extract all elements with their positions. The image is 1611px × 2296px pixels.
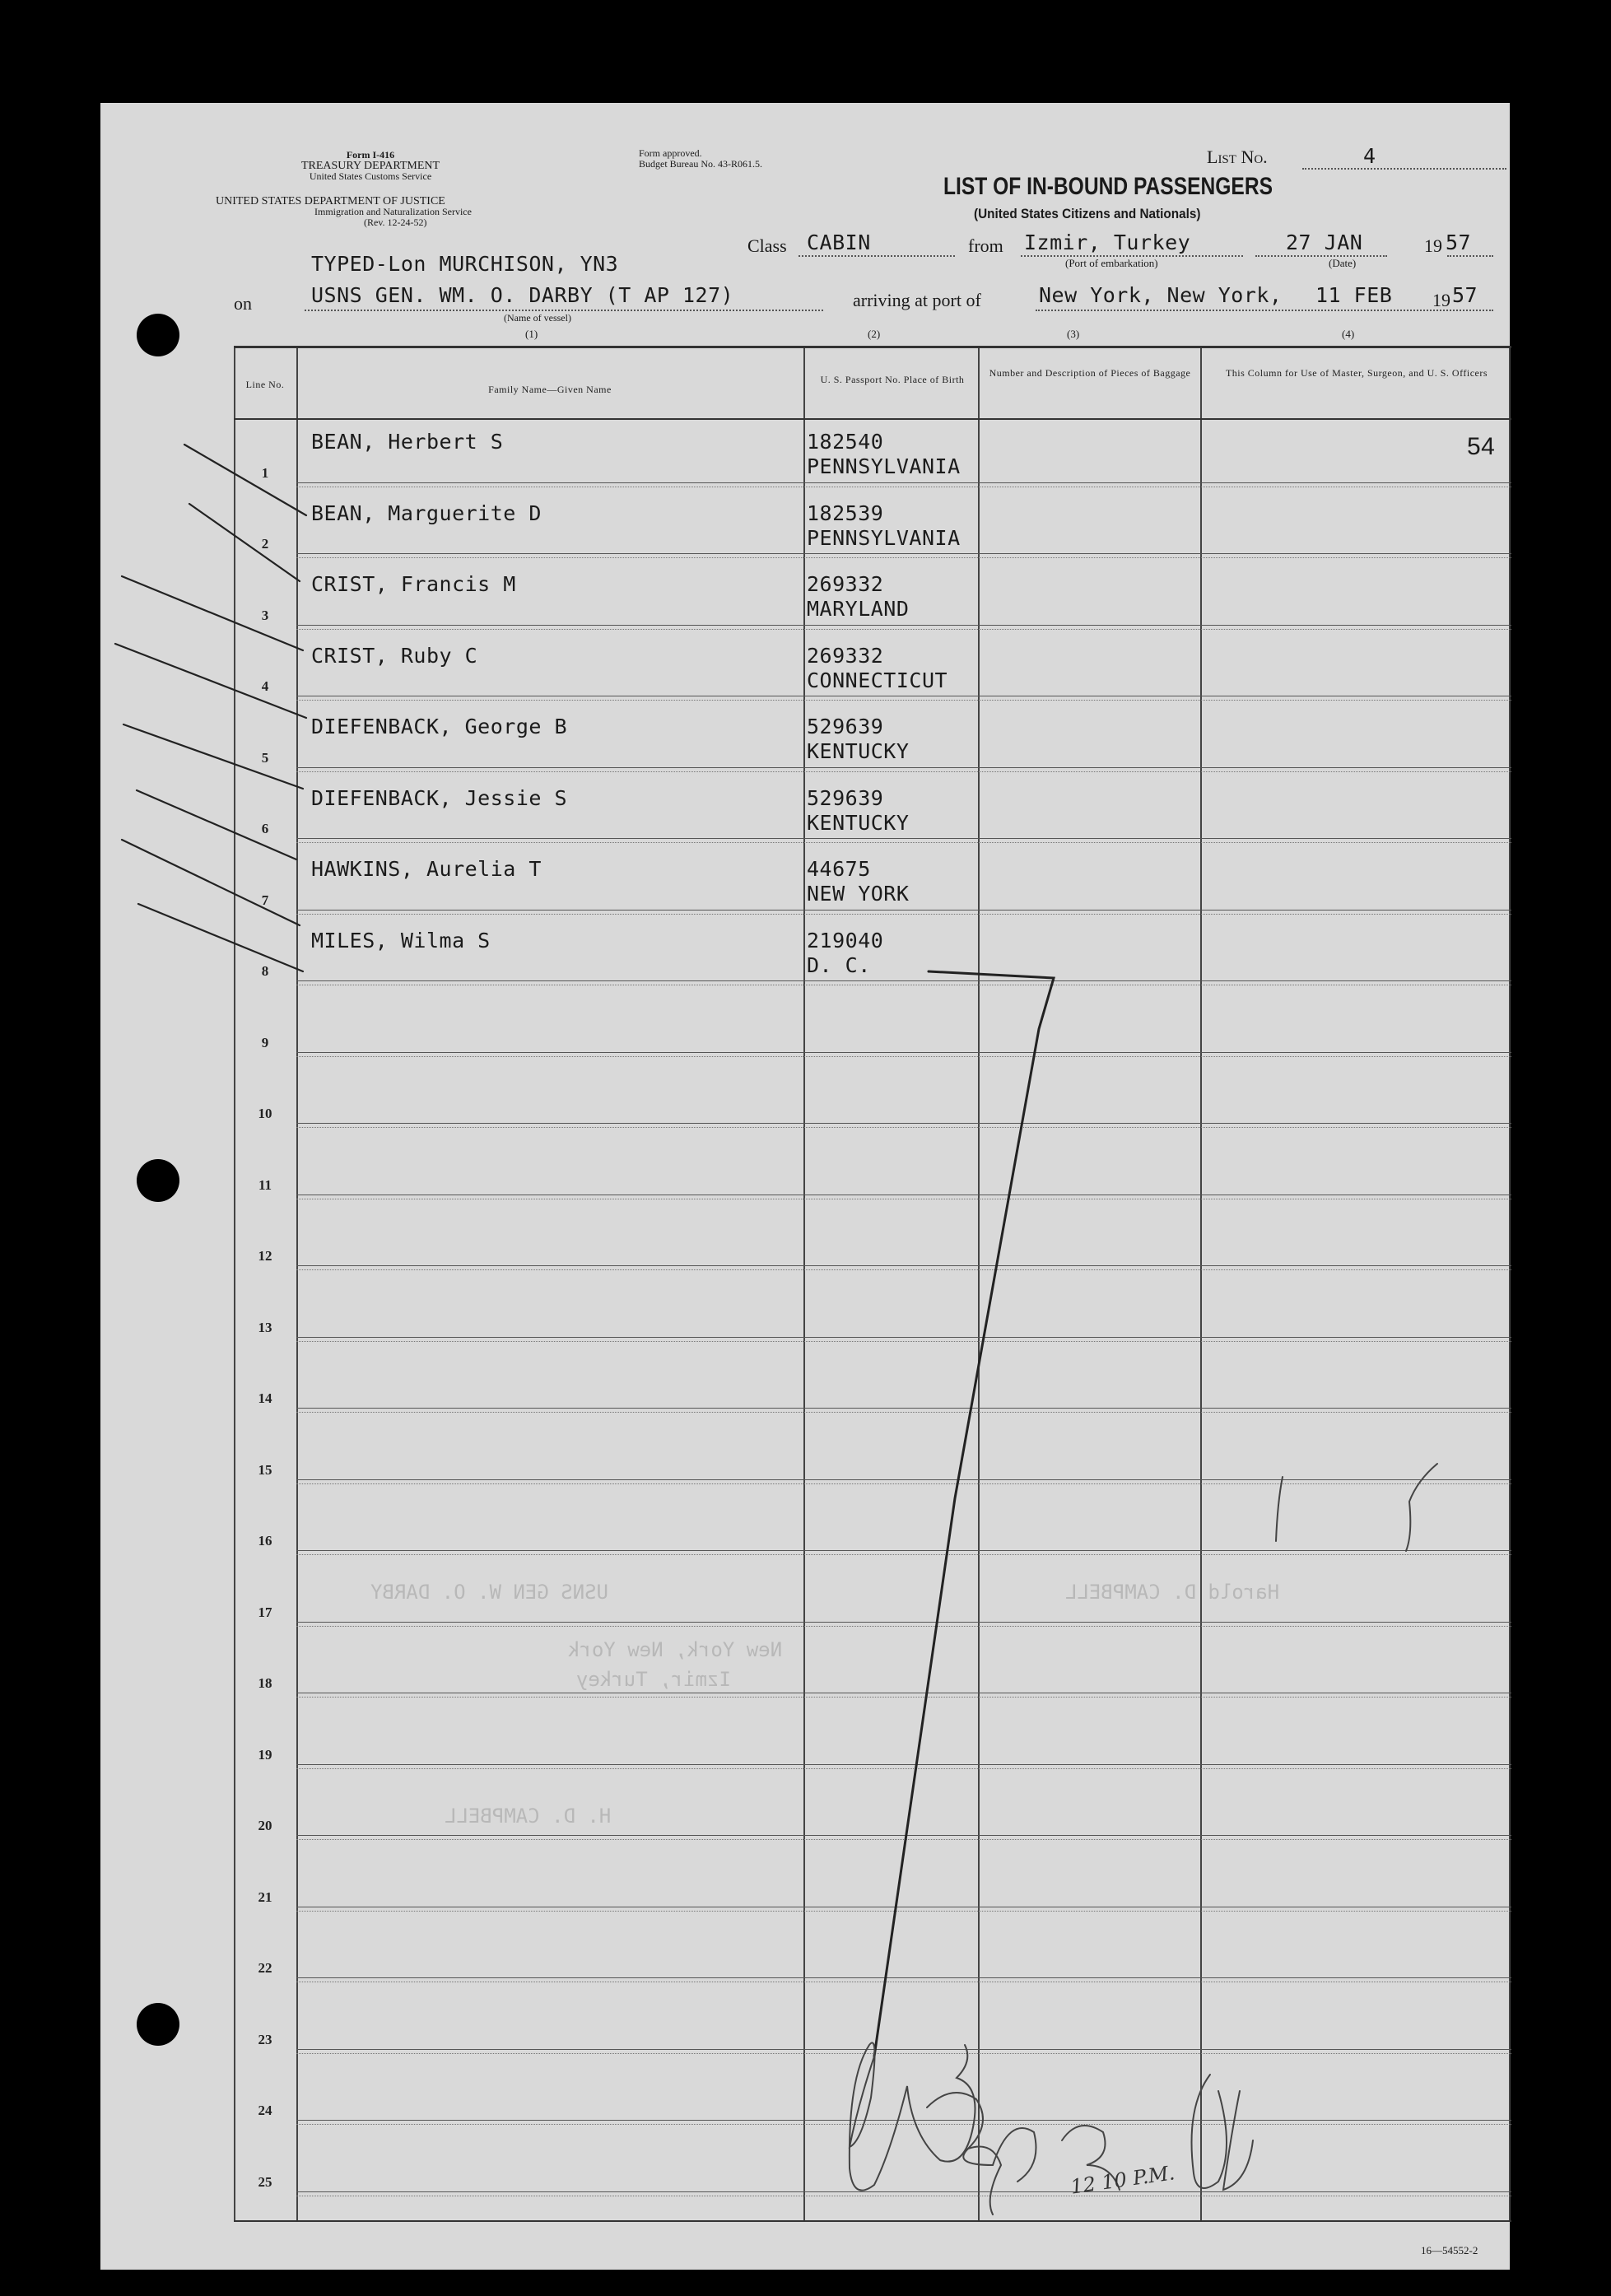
customs-label: United States Customs Service bbox=[309, 170, 432, 182]
passport-number: 182539 bbox=[807, 501, 884, 525]
form-number: Form I-416 bbox=[346, 149, 395, 161]
line-number: 16 bbox=[258, 1533, 272, 1549]
rev-label: (Rev. 12-24-52) bbox=[364, 217, 427, 228]
place-of-birth: MARYLAND bbox=[807, 597, 910, 621]
line-number: 6 bbox=[261, 821, 269, 836]
line-number: 4 bbox=[261, 678, 269, 694]
line-number: 13 bbox=[258, 1319, 272, 1335]
passenger-name: DIEFENBACK, George B bbox=[311, 715, 568, 738]
date-caption: (Date) bbox=[1329, 257, 1357, 269]
column-number-1: (1) bbox=[525, 328, 538, 340]
passenger-name: DIEFENBACK, Jessie S bbox=[311, 785, 568, 810]
budget-label: Budget Bureau No. 43-R061.5. bbox=[639, 158, 762, 170]
passenger-name: BEAN, Herbert S bbox=[311, 430, 504, 454]
approved-label: Form approved. bbox=[639, 147, 702, 159]
form-subtitle: (United States Citizens and Nationals) bbox=[974, 206, 1201, 221]
bleed-through-text: USNS GEN W. O. DARBY bbox=[370, 1581, 608, 1604]
line-number: 10 bbox=[258, 1106, 272, 1121]
arrival-year: 57 bbox=[1452, 283, 1478, 307]
place-of-birth: CONNECTICUT bbox=[807, 668, 948, 692]
form-title: LIST OF IN-BOUND PASSENGERS bbox=[943, 173, 1273, 200]
line-number: 8 bbox=[261, 963, 269, 979]
arriving-label: arriving at port of bbox=[853, 290, 981, 310]
vessel-name: USNS GEN. WM. O. DARBY (T AP 127) bbox=[311, 283, 734, 307]
line-number: 9 bbox=[261, 1034, 269, 1050]
place-of-birth: KENTUCKY bbox=[807, 739, 910, 763]
on-label: on bbox=[234, 293, 252, 314]
embarkation-year: 57 bbox=[1446, 231, 1472, 254]
passenger-name: MILES, Wilma S bbox=[311, 928, 491, 952]
footer-code: 16—54552-2 bbox=[1421, 2244, 1478, 2256]
passport-number: 529639 bbox=[807, 715, 884, 738]
ins-label: Immigration and Naturalization Service bbox=[314, 206, 472, 217]
from-label: from bbox=[968, 235, 1003, 256]
line-number: 17 bbox=[258, 1604, 272, 1620]
passport-number: 269332 bbox=[807, 643, 884, 668]
arrival-year-prefix: 19 bbox=[1432, 290, 1450, 310]
list-no-value: 4 bbox=[1363, 144, 1376, 168]
arrival-port: New York, New York, bbox=[1039, 283, 1283, 307]
line-number: 18 bbox=[258, 1675, 272, 1691]
embarkation-date: 27 JAN bbox=[1286, 231, 1363, 254]
line-number: 14 bbox=[258, 1390, 272, 1406]
class-label: Class bbox=[747, 235, 787, 256]
header-line-no: Line No. bbox=[245, 379, 285, 390]
line-number: 22 bbox=[258, 1960, 272, 1976]
year-prefix: 19 bbox=[1424, 235, 1442, 256]
port-of-embarkation: Izmir, Turkey bbox=[1024, 231, 1191, 254]
treasury-label: TREASURY DEPARTMENT bbox=[300, 160, 440, 172]
place-of-birth: D. C. bbox=[807, 952, 871, 977]
class-value: CABIN bbox=[807, 231, 871, 254]
passenger-name: HAWKINS, Aurelia T bbox=[311, 857, 542, 881]
header-name: Family Name—Given Name bbox=[488, 384, 612, 395]
line-number: 5 bbox=[261, 749, 269, 766]
signature-time: 12 10 P.M. bbox=[1069, 2161, 1176, 2199]
vessel-caption: (Name of vessel) bbox=[504, 312, 571, 324]
bleed-through-text: H. D. CAMPBELL bbox=[445, 1805, 612, 1828]
line-number: 25 bbox=[258, 2173, 272, 2190]
passport-number: 219040 bbox=[807, 928, 884, 952]
arrival-date: 11 FEB bbox=[1315, 283, 1393, 307]
header-officers: This Column for Use of Master, Surgeon, and U. S. Officers bbox=[1225, 367, 1488, 379]
line-number: 2 bbox=[261, 536, 269, 552]
bleed-through-text: New York, New York bbox=[568, 1638, 783, 1661]
passenger-name: BEAN, Marguerite D bbox=[311, 501, 542, 525]
passport-number: 529639 bbox=[807, 785, 884, 810]
typed-by: TYPED-Lon MURCHISON, YN3 bbox=[311, 252, 619, 276]
place-of-birth: PENNSYLVANIA bbox=[807, 525, 961, 550]
line-number: 24 bbox=[258, 2103, 272, 2118]
line-number: 1 bbox=[261, 464, 269, 481]
passport-number: 44675 bbox=[807, 857, 871, 881]
passport-number: 182540 bbox=[807, 430, 884, 454]
passenger-name: CRIST, Ruby C bbox=[311, 643, 478, 668]
officer-note: 54 bbox=[1467, 433, 1496, 460]
line-number: 3 bbox=[261, 607, 269, 623]
header-baggage: Number and Description of Pieces of Baggage bbox=[989, 367, 1191, 379]
place-of-birth: KENTUCKY bbox=[807, 810, 910, 835]
justice-label: UNITED STATES DEPARTMENT OF JUSTICE bbox=[216, 195, 445, 207]
list-no-label: List No. bbox=[1207, 147, 1268, 167]
column-number-3: (3) bbox=[1067, 328, 1080, 340]
line-number: 20 bbox=[258, 1818, 272, 1833]
place-of-birth: NEW YORK bbox=[807, 882, 910, 906]
bleed-through-text: Izmir, Turkey bbox=[576, 1668, 731, 1691]
line-number: 19 bbox=[258, 1746, 272, 1763]
line-number: 15 bbox=[258, 1461, 272, 1478]
column-number-4: (4) bbox=[1342, 328, 1355, 340]
line-number: 21 bbox=[258, 1888, 272, 1905]
line-number: 12 bbox=[258, 1248, 272, 1264]
header-passport: U. S. Passport No. Place of Birth bbox=[820, 374, 965, 385]
port-caption: (Port of embarkation) bbox=[1065, 257, 1158, 269]
line-number: 7 bbox=[261, 892, 269, 908]
bleed-through-text: Harold D. CAMPBELL bbox=[1065, 1581, 1280, 1604]
line-number: 11 bbox=[258, 1176, 272, 1193]
column-number-2: (2) bbox=[868, 328, 881, 340]
passenger-name: CRIST, Francis M bbox=[311, 572, 516, 596]
place-of-birth: PENNSYLVANIA bbox=[807, 454, 961, 478]
line-number: 23 bbox=[258, 2031, 272, 2047]
passport-number: 269332 bbox=[807, 572, 884, 596]
